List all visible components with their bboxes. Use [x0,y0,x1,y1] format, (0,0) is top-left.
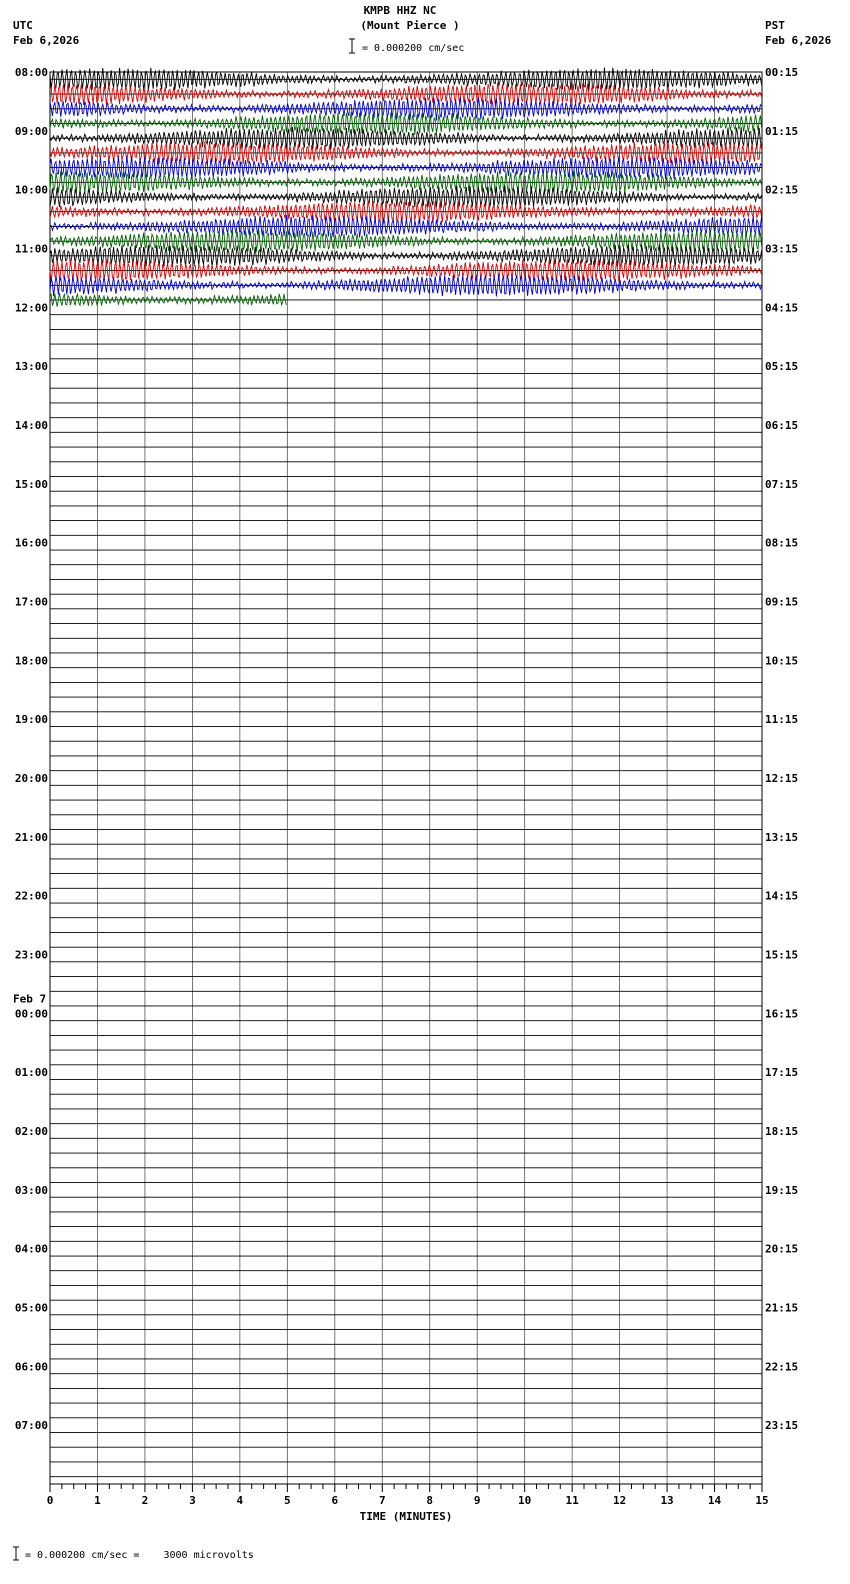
utc-hour-label: 22:00 [14,889,48,903]
pst-date-label: Feb 6,2026 [765,34,832,47]
pst-hour-label: 09:15 [765,595,799,609]
x-tick-label: 4 [236,1494,244,1507]
x-tick-label: 7 [378,1494,386,1507]
utc-hour-label: 02:00 [14,1125,48,1138]
pst-hour-label: 04:15 [765,301,799,315]
utc-hour-label: 20:00 [14,772,48,785]
utc-hour-label: 07:00 [14,1419,48,1433]
pst-timezone-label: PST [765,19,785,32]
pst-hour-label: 20:15 [765,1242,799,1256]
date-change-label: Feb 7 [13,992,47,1006]
utc-hour-label: 09:00 [14,124,48,138]
pst-hour-label: 16:15 [765,1007,799,1021]
pst-hour-label: 01:15 [765,124,799,138]
x-tick-label: 3 [189,1494,196,1507]
x-tick-label: 2 [141,1494,149,1507]
x-tick-label: 0 [46,1494,54,1507]
utc-hour-label: 16:00 [14,536,48,550]
pst-hour-label: 12:15 [765,772,799,785]
pst-hour-label: 03:15 [765,242,799,256]
pst-hour-label: 21:15 [765,1301,799,1315]
footer-scale-note: = 0.000200 cm/sec = 3000 microvolts [25,1550,254,1561]
x-tick-label: 6 [331,1494,339,1507]
utc-hour-label: 21:00 [14,830,48,844]
x-tick-label: 13 [660,1494,674,1507]
utc-hour-label: 04:00 [14,1242,48,1256]
utc-hour-label: 06:00 [14,1360,48,1374]
x-tick-label: 5 [284,1494,291,1507]
pst-hour-label: 02:15 [765,183,799,197]
pst-hour-label: 15:15 [765,948,799,962]
utc-hour-label: 05:00 [14,1301,48,1315]
pst-hour-label: 06:15 [765,419,799,432]
pst-hour-label: 14:15 [765,889,799,903]
x-tick-label: 14 [707,1494,722,1507]
x-tick-label: 11 [565,1494,579,1507]
utc-hour-label: 03:00 [14,1183,48,1197]
pst-hour-label: 13:15 [765,830,799,844]
utc-hour-label: 19:00 [14,713,48,727]
x-tick-label: 12 [612,1494,627,1507]
x-tick-label: 1 [94,1494,101,1507]
x-tick-label: 10 [518,1494,532,1507]
pst-hour-label: 07:15 [765,477,799,491]
utc-timezone-label: UTC [13,19,33,32]
x-axis-title: TIME (MINUTES) [359,1510,453,1523]
station-title: KMPB HHZ NC [363,4,437,17]
utc-hour-label: 14:00 [14,419,48,432]
utc-hour-label: 10:00 [14,183,48,197]
utc-hour-label: 00:00 [14,1007,48,1021]
station-location: (Mount Pierce ) [360,19,460,32]
pst-hour-label: 18:15 [765,1125,799,1138]
x-tick-label: 15 [755,1494,769,1507]
utc-hour-label: 08:00 [14,66,48,79]
utc-hour-label: 17:00 [14,595,48,609]
utc-hour-label: 18:00 [14,654,48,668]
utc-hour-label: 15:00 [14,477,48,491]
utc-hour-label: 12:00 [14,301,48,315]
utc-hour-label: 11:00 [14,242,48,256]
pst-hour-label: 22:15 [765,1360,799,1374]
pst-hour-label: 19:15 [765,1183,799,1197]
utc-hour-label: 13:00 [14,360,48,374]
pst-hour-label: 00:15 [765,66,799,79]
scale-bar-label: = 0.000200 cm/sec [362,43,465,54]
pst-hour-label: 11:15 [765,713,799,727]
x-tick-label: 9 [473,1494,481,1507]
pst-hour-label: 23:15 [765,1419,799,1433]
pst-hour-label: 05:15 [765,360,799,374]
pst-hour-label: 17:15 [765,1066,799,1080]
utc-hour-label: 01:00 [14,1066,48,1080]
x-tick-label: 8 [426,1494,434,1507]
utc-date-label: Feb 6,2026 [13,34,80,47]
pst-hour-label: 08:15 [765,536,799,550]
pst-hour-label: 10:15 [765,654,799,668]
utc-hour-label: 23:00 [14,948,48,962]
